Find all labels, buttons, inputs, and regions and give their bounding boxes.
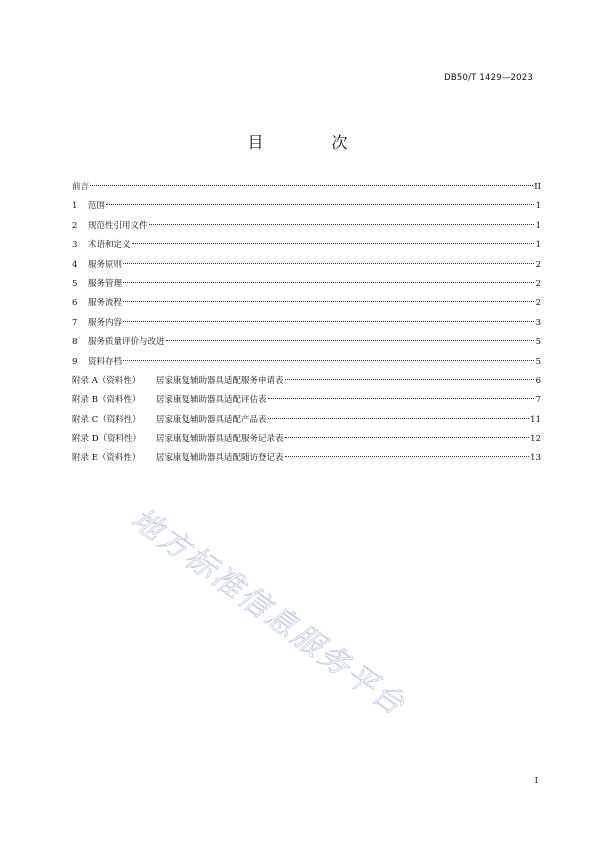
toc-page-number: 2 [535, 298, 541, 309]
toc-section-number: 3 [72, 240, 78, 251]
toc-page-number: 2 [535, 278, 541, 289]
toc-entry-label [72, 411, 267, 430]
toc-page-number: 3 [535, 317, 541, 328]
toc-entry-label [72, 333, 165, 352]
toc-page-number: 5 [535, 356, 541, 367]
toc-page-number: 6 [535, 375, 541, 386]
toc-section-title: 服务管理 [88, 278, 123, 289]
toc-appendix-tag: 附录 E（资料性） [72, 453, 141, 464]
toc-entry-6[interactable] [72, 294, 541, 313]
dot-leader [123, 321, 534, 322]
toc-entry-1[interactable] [72, 197, 541, 216]
toc-entry-label: 前言 [72, 182, 90, 192]
table-of-contents [72, 178, 541, 469]
toc-page-number: II [534, 182, 541, 192]
dot-leader [123, 263, 534, 264]
dot-leader [123, 360, 534, 361]
toc-appendix-tag: 附录 B（资料性） [72, 395, 141, 406]
toc-section-number: 5 [72, 278, 78, 289]
toc-entry-label [72, 353, 122, 372]
toc-entry-label [72, 236, 131, 255]
toc-section-number: 8 [72, 337, 78, 348]
toc-appendix-tag: 附录 A（资料性） [72, 375, 141, 386]
dot-leader [166, 340, 534, 341]
toc-entry-label [72, 294, 122, 313]
toc-entry-9[interactable] [72, 353, 541, 372]
toc-entry-label [72, 391, 267, 410]
toc-section-title: 居家康复辅助器具适配产品表 [156, 414, 267, 425]
toc-entry-label [72, 256, 122, 275]
dot-leader [123, 301, 534, 302]
toc-entry-appendix-c[interactable] [72, 411, 541, 430]
dot-leader [123, 282, 534, 283]
toc-page-number: 11 [530, 414, 541, 425]
toc-entry-3[interactable] [72, 236, 541, 255]
toc-section-title: 资料存档 [88, 356, 123, 367]
toc-entry-appendix-b[interactable] [72, 391, 541, 410]
dot-leader [106, 204, 534, 205]
dot-leader [268, 398, 534, 399]
toc-section-number: 2 [72, 220, 78, 231]
toc-appendix-tag: 附录 D（资料性） [72, 434, 142, 445]
toc-page-number: 1 [535, 240, 541, 251]
dot-leader [268, 418, 530, 419]
toc-entry-label [72, 197, 105, 216]
toc-section-title: 居家康复辅助器具适配服务申请表 [156, 375, 284, 386]
toc-section-title: 术语和定义 [88, 240, 131, 251]
toc-entry-4[interactable] [72, 256, 541, 275]
toc-entry-label [72, 217, 148, 236]
toc-entry-appendix-e[interactable] [72, 449, 541, 468]
toc-page-number: 1 [535, 201, 541, 212]
toc-entry-appendix-d[interactable] [72, 430, 541, 449]
toc-entry-foreword[interactable] [72, 178, 541, 197]
toc-section-number: 9 [72, 356, 78, 367]
dot-leader [149, 224, 534, 225]
toc-section-title: 居家康复辅助器具适配服务记录表 [156, 434, 284, 445]
toc-section-title: 服务原则 [88, 259, 123, 270]
page-number: I [534, 776, 538, 786]
page-title: 目 次 [247, 133, 374, 152]
document-code: DB50/T 1429—2023 [444, 73, 533, 83]
toc-section-number: 4 [72, 259, 78, 270]
dot-leader [285, 437, 530, 438]
toc-entry-2[interactable] [72, 217, 541, 236]
toc-section-number: 7 [72, 317, 78, 328]
toc-page-number: 5 [535, 337, 541, 348]
toc-entry-label [72, 449, 284, 468]
toc-section-number: 6 [72, 298, 78, 309]
toc-section-title: 服务内容 [88, 317, 123, 328]
toc-page-number: 7 [535, 395, 541, 406]
toc-page-number: 13 [530, 453, 541, 464]
dot-leader [285, 379, 534, 380]
toc-section-number: 1 [72, 201, 78, 212]
toc-section-title: 服务流程 [88, 298, 123, 309]
toc-appendix-tag: 附录 C（资料性） [72, 414, 141, 425]
dot-leader [285, 456, 530, 457]
toc-entry-label [72, 314, 122, 333]
toc-section-title: 居家康复辅助器具适配随访登记表 [156, 453, 284, 464]
toc-entry-appendix-a[interactable] [72, 372, 541, 391]
toc-entry-5[interactable] [72, 275, 541, 294]
toc-section-title: 居家康复辅助器具适配评估表 [156, 395, 267, 406]
watermark: 地方标准信息服务平台 [124, 501, 413, 724]
toc-page-number: 1 [535, 220, 541, 231]
toc-entry-label [72, 430, 284, 449]
toc-section-title: 范围 [88, 201, 106, 212]
toc-entry-label [72, 275, 122, 294]
toc-section-title: 规范性引用文件 [88, 220, 148, 231]
toc-page-number: 2 [535, 259, 541, 270]
toc-section-title: 服务质量评价与改进 [88, 337, 165, 348]
toc-page-number: 12 [530, 434, 541, 445]
toc-entry-label [72, 372, 284, 391]
dot-leader [90, 185, 533, 186]
toc-entry-8[interactable] [72, 333, 541, 352]
dot-leader [132, 243, 534, 244]
toc-entry-7[interactable] [72, 314, 541, 333]
